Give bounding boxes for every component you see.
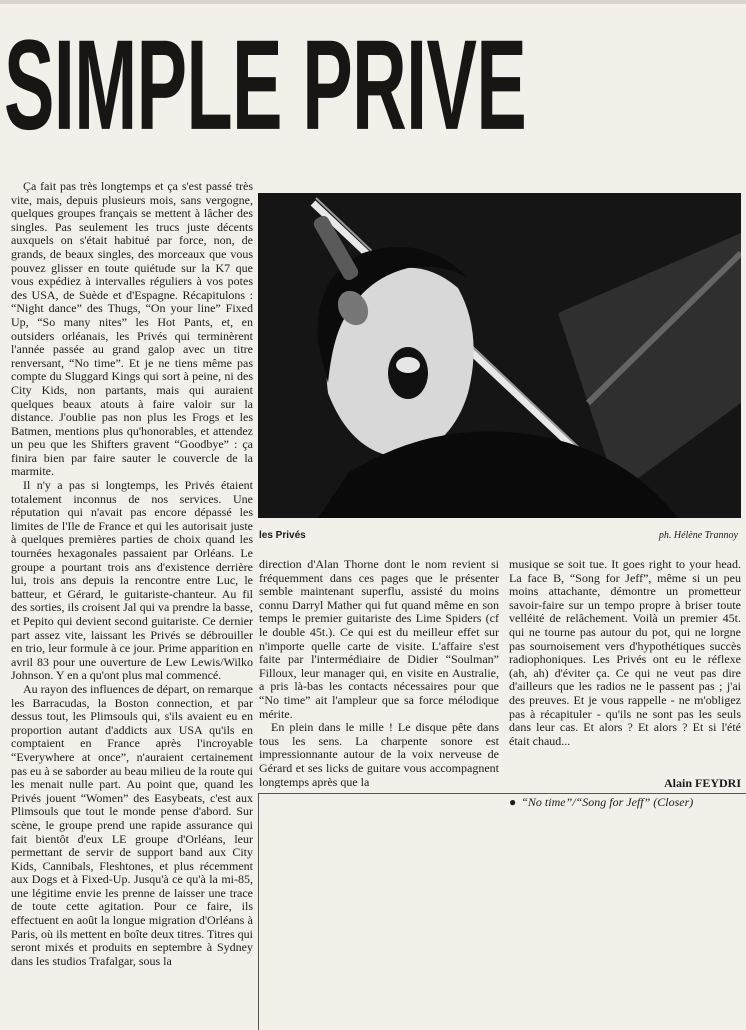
paragraph: Au rayon des influences de départ, on remarque les Barracudas, la Boston connection, et par dessus tout, les Plimsouls qui, s'ils avaient eu en proportion autant d'addicts aux USA qu'ils en comptaient en France après l'incroyable “Everywhere at once”, n'auraient certainement pas eu à se saborder au beau milieu de la route qui les menait nulle part. Au point que, quand les Privés jouent “Women” des Easybeats, c'est aux Plimsouls que tout le monde pense d'abord. Sur scène, le groupe prend une rapide assurance qui fait bientôt d'eux LE groupe d'Orléans, leur permettant de servir de support band aux City Kids, Cannibals, Fleshtones, et plus récemment aux Dogs et à Fixed-Up. Jusqu'à ce qu'à la mi-85, une légitime envie les prenne de laisser une trace de toute cette agitation. Pour ce faire, ils effectuent en août la longue migration d'Orléans à Paris, où ils mettent en boîte deux titres. Titres qui seront mixés et produits en septembre à Sydney dans les studios Trafalgar, sous la: [11, 681, 253, 968]
paragraph: Ça fait pas très longtemps et ça s'est passé très vite, mais, depuis plusieurs mois, sans vergogne, quelques groupes français se mettent à lâcher des singles. Pas seulement les trucs juste décents auxquels on s'était habitué par force, non, de grands, de beaux singles, des morceaux que vous pouvez glisser en toute quiétude sur la K7 que vous expédiez à intervalles réguliers à vos potes des USA, de Suède et d'Espagne. Récapitulons : “Night dance” des Thugs, “On your line” Fixed Up, “So many nites” les Hot Pants, et, en outsiders orléanais, les Privés qui terminèrent l'année passée au grand galop avec un titre renversant, “No time”. Et je ne tiens même pas compte du Sluggard Kings qui sort à peine, ni des City Kids, non partants, mais qui auraient quelques beaux atouts à faire valoir sur la distance. J'oublie pas non plus les Frogs et les Batmen, mentions plus qu'honorables, et attendez un peu que les Shifters gravent “Goodbye” : ça finira bien par faire sauter le couvercle de la marmite.: [11, 180, 253, 479]
band-photo: [258, 193, 741, 518]
paragraph: En plein dans le mille ! Le disque pête dans tous les sens. La charpente sonore est impressionnante autour de la voix nerveuse de Gérard et ses licks de guitare vous accompagnent longtemps après que la: [259, 720, 499, 788]
paragraph: musique se soit tue. It goes right to your head. La face B, “Song for Jeff”, même si un peu moins attachante, démontre un prometteur savoir-faire sur un tempo propre à briser toute velléité de relâchement. Voilà un premier 45t. qui ne tourne pas autour du pot, qui ne lorgne pas sournoisement vers d'hypothétiques succès radiophoniques. Les Privés ont eu le réflexe (ah, ah) d'éviter ça. Ce qui ne veut pas dire d'ailleurs que les radios ne le passent pas ; j'ai des preuves. Et je vous rappelle - ne m'obligez pas à récapituler - qu'ils ne sont pas les seuls dans leur cas. Et alors ? Et alors ? Et si l'été était chaud...: [509, 558, 741, 748]
discography-line: [509, 795, 741, 810]
photo-caption: les Privés: [259, 530, 306, 541]
singer-photo-illustration: [258, 193, 741, 518]
article-column-3: [509, 558, 741, 770]
discography-text: “No time”/“Song for Jeff” (Closer): [521, 795, 694, 809]
box-rule-horizontal: [258, 793, 746, 794]
paragraph: Il n'y a pas si longtemps, les Privés étaient totalement inconnus de nos services. Une réputation qui n'avait pas encore dépassé les limites de l'Ile de France et qui les autorisait juste à quelques premières parties de choix quand les tournées hexagonales passaient par Orléans. Le groupe a pourtant trois ans d'existence derrière lui, trois ans depuis la rencontre entre Luc, le batteur, et Gérard, le guitariste-chanteur. Au fil des sorties, ils croisent Jal qui va prendre la basse, et Pepito qui devient second guitariste. Ce dernier part assez vite, laissant les Privés se débrouiller en trio, leur formule à ce jour. Prime apparition en avril 83 pour une ouverture de Lew Lewis/Wilko Johnson. Y en a qu'ont plus mal commencé.: [11, 478, 253, 683]
author-signature: Alain FEYDRI: [663, 776, 741, 790]
headline: SIMPLE PRIVE: [4, 13, 527, 157]
box-rule-vertical: [258, 793, 259, 1030]
bullet-icon: ●: [509, 795, 517, 809]
page-top-edge: [0, 0, 746, 4]
article-column-1: [11, 180, 253, 1026]
photo-credit: ph. Hélène Trannoy: [658, 530, 738, 541]
paragraph: direction d'Alan Thorne dont le nom revient si fréquemment dans ces pages que le présenter semble maintenant superflu, assisté du moins connu Darryl Mather qui fut quand même en son temps le premier guitariste des Lime Spiders (cf le double 45t.). Ce qui est du meilleur effet sur n'importe quelle carte de visite. L'affaire s'est faite par l'intermédiaire de Didier “Soulman” Filloux, leur manager qui, en visite en Australie, a pris là-bas les contacts nécessaires pour que “No time” ait l'ampleur que sa force mélodique mérite.: [259, 558, 499, 721]
article-column-2: [259, 558, 499, 788]
